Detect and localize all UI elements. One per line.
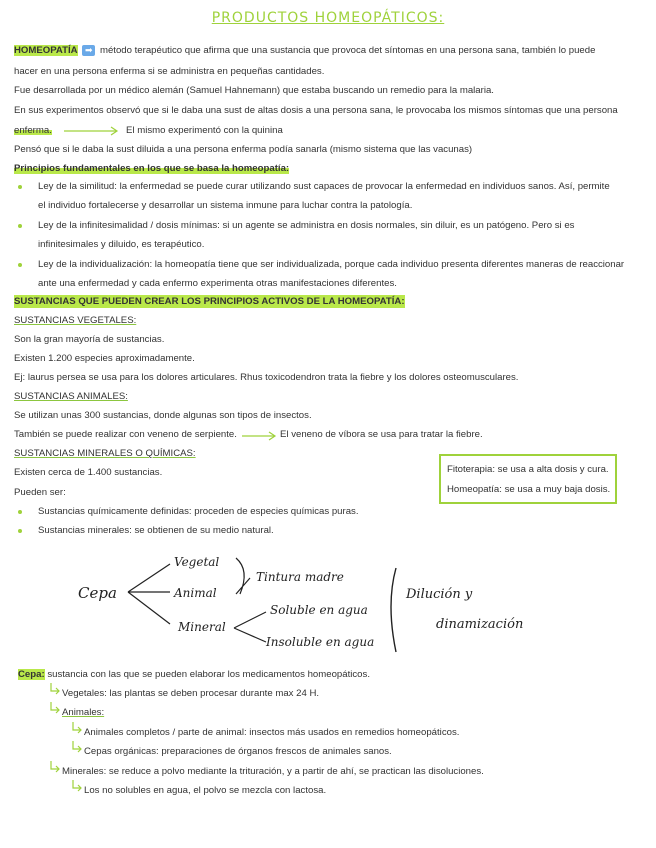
mineral-line-3: Sustancias químicamente definidas: proceden de especies químicas puras. <box>38 506 359 517</box>
diagram-mineral: Mineral <box>178 620 226 634</box>
diagram-soluble: Soluble en agua <box>270 603 368 617</box>
diagram-tintura: Tintura madre <box>256 570 344 584</box>
animal-line-1: Se utilizan unas 300 sustancias, donde algunas son tipos de insectos. <box>14 410 312 421</box>
arrow-icon: ➡ <box>82 45 95 56</box>
principle-2-line-1: Ley de la infinitesimalidad / dosis mínimas: si un agente se administra en dosis normales, sin diluir, es un patógeno. Pero si es <box>38 220 575 231</box>
vegetal-line-1: Son la gran mayoría de sustancias. <box>14 334 165 345</box>
intro-line-4: En sus experimentos observó que si le daba una sust de altas dosis a una persona sana, le provocaba los mismos síntomas que una persona <box>14 105 618 116</box>
intro-line-6: Pensó que si le daba la sust diluida a una persona enferma podía sanarla (mismo sistema que las vacunas) <box>14 144 473 155</box>
diagram-animal: Animal <box>174 586 217 600</box>
vegetal-line-2: Existen 1.200 especies aproximadamente. <box>14 353 195 364</box>
definition-text: método terapéutico que afirma que una sustancia que provoca det síntomas en una persona sana, también lo puede <box>99 45 596 56</box>
mineral-line-1: Existen cerca de 1.400 sustancias. <box>14 467 163 478</box>
intro-line-3: Fue desarrollada por un médico alemán (Samuel Hahnemann) que estaba buscando un remedio para la malaria. <box>14 85 494 96</box>
bullet-icon <box>18 224 22 228</box>
cepa-animales-1: Animales completos / parte de animal: insectos más usados en remedios homeopáticos. <box>84 727 460 738</box>
sub-arrow-icon <box>48 760 62 774</box>
right-arrow-icon <box>62 125 122 137</box>
animal-heading: SUSTANCIAS ANIMALES: <box>14 391 128 402</box>
page-title: PRODUCTOS HOMEOPÁTICOS: <box>211 10 445 26</box>
box-line-fitoterapia: Fitoterapia: se usa a alta dosis y cura. <box>447 464 609 475</box>
cepa-animales: Animales: <box>62 707 105 718</box>
cepa-minerales: Minerales: se reduce a polvo mediante la trituración, y a partir de ahí, se practican las disoluciones. <box>62 766 484 777</box>
principle-3-line-1: Ley de la individualización: la homeopatía tiene que ser individualizada, porque cada individuo presenta diferentes maneras de reaccionar <box>38 259 625 270</box>
principle-1-line-1: Ley de la similitud: la enfermedad se puede curar utilizando sust capaces de provocar la enfermedad en individuos sanos. Así, permite <box>38 181 610 192</box>
substances-heading: SUSTANCIAS QUE PUEDEN CREAR LOS PRINCIPIOS ACTIVOS DE LA HOMEOPATÍA: <box>14 296 405 307</box>
animal-line-2b: El veneno de víbora se usa para tratar la fiebre. <box>280 429 483 440</box>
diagram-dilucion: Dilución y <box>406 587 473 602</box>
diagram-insoluble: Insoluble en agua <box>266 635 375 649</box>
sub-arrow-icon <box>70 721 84 735</box>
diagram-dinamizacion: dinamización <box>436 617 524 632</box>
term-homeopatia: HOMEOPATÍA <box>14 45 78 56</box>
box-line-homeopatia: Homeopatía: se usa a muy baja dosis. <box>447 484 611 495</box>
animal-line-2: También se puede realizar con veneno de serpiente. <box>14 429 237 440</box>
intro-line-2: hacer en una persona enferma si se administra en pequeñas cantidades. <box>14 66 325 77</box>
principle-3-line-2: ante una enfermedad y cada enfermo experimenta otras manifestaciones diferentes. <box>38 278 397 289</box>
mineral-line-2: Pueden ser: <box>14 487 66 498</box>
bullet-icon <box>18 529 22 533</box>
principles-heading: Principios fundamentales en los que se basa la homeopatía: <box>14 163 290 174</box>
vegetal-heading: SUSTANCIAS VEGETALES: <box>14 315 137 326</box>
cepa-line <box>18 668 370 681</box>
bullet-icon <box>18 510 22 514</box>
cepa-definition: sustancia con las que se pueden elaborar los medicamentos homeopáticos. <box>47 669 370 680</box>
intro-line-5 <box>14 124 52 137</box>
bullet-icon <box>18 185 22 189</box>
cepa-vegetales: Vegetales: las plantas se deben procesar durante max 24 H. <box>62 688 320 699</box>
cepa-diagram <box>70 548 550 660</box>
principle-1-line-2: el individuo fortalecerse y desarrollar un sistema inmune para luchar contra la patología. <box>38 200 413 211</box>
bullet-icon <box>18 263 22 267</box>
sub-arrow-icon <box>70 779 84 793</box>
comparison-box <box>439 454 617 504</box>
cepa-minerales-1: Los no solubles en agua, el polvo se mezcla con lactosa. <box>84 785 327 796</box>
mineral-heading: SUSTANCIAS MINERALES O QUÍMICAS: <box>14 448 196 459</box>
mineral-line-4: Sustancias minerales: se obtienen de su medio natural. <box>38 525 274 536</box>
sub-arrow-icon <box>48 701 62 715</box>
intro-line-5b: El mismo experimentó con la quinina <box>126 125 283 136</box>
right-arrow-icon <box>240 430 280 442</box>
intro-line-1 <box>14 44 595 57</box>
diagram-root: Cepa <box>78 584 117 602</box>
principle-2-line-2: infinitesimales y diluido, es terapéutico. <box>38 239 205 250</box>
vegetal-line-3: Ej: laurus persea se usa para los dolores articulares. Rhus toxicodendron trata la fiebre y los dolores osteomusculares. <box>14 372 519 383</box>
cepa-label: Cepa: <box>18 669 45 680</box>
sub-arrow-icon <box>70 740 84 754</box>
cepa-animales-2: Cepas orgánicas: preparaciones de órganos frescos de animales sanos. <box>84 746 392 757</box>
diagram-vegetal: Vegetal <box>174 555 220 569</box>
sub-arrow-icon <box>48 682 62 696</box>
intro-enferma: enferma. <box>14 125 52 136</box>
